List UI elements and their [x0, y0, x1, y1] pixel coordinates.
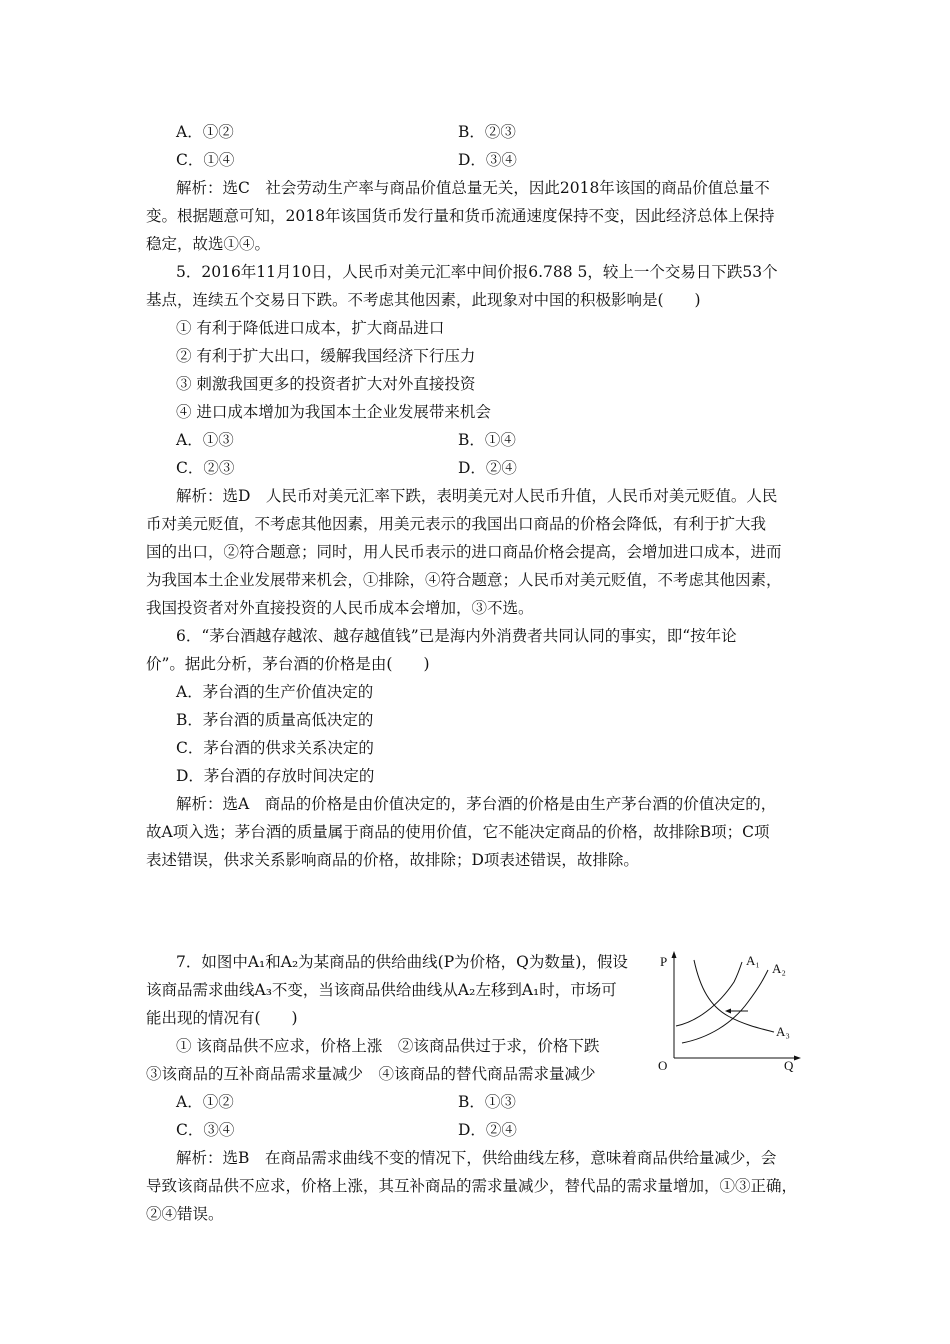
supply-curve-a2 [682, 970, 768, 1043]
shift-arrow-head [725, 1009, 731, 1014]
q5-stem-line: 5．2016年11月10日，人民币对美元汇率中间价报6.788 5，较上一个交易日下跌53个 [176, 263, 778, 281]
q5-option-d: D．②④ [458, 459, 517, 477]
label-a1: A₁ [746, 953, 760, 968]
q7-analysis-line: 解析：选B 在商品需求曲线不变的情况下，供给曲线左移，意味着商品供给量减少，会 [176, 1149, 777, 1167]
q4-analysis-line: 稳定，故选①④。 [146, 235, 271, 253]
q4-analysis-line: 解析：选C 社会劳动生产率与商品价值总量无关，因此2018年该国的商品价值总量不 [176, 179, 770, 197]
q4-option-d: D．③④ [458, 151, 517, 169]
q6-stem-line: 6．“茅台酒越存越浓、越存越值钱”已是海内外消费者共同认同的事实，即“按年论 [176, 627, 737, 645]
demand-curve-a3 [694, 960, 774, 1032]
q6-stem-line: 价”。据此分析，茅台酒的价格是由( ) [146, 655, 430, 673]
supply-demand-graph [652, 948, 802, 1072]
q5-item: ② 有利于扩大出口，缓解我国经济下行压力 [176, 347, 476, 365]
q5-item: ① 有利于降低进口成本，扩大商品进口 [176, 319, 445, 337]
axis-label-q: Q [784, 1058, 794, 1072]
q6-option-a: A．茅台酒的生产价值决定的 [176, 683, 374, 701]
q5-item: ④ 进口成本增加为我国本土企业发展带来机会 [176, 403, 491, 421]
q5-analysis-line: 解析：选D 人民币对美元汇率下跌，表明美元对人民币升值，人民币对美元贬值。人民 [176, 487, 778, 505]
q7-analysis-line: 导致该商品供不应求，价格上涨，其互补商品的需求量减少，替代品的需求量增加，①③正确， [146, 1177, 798, 1195]
q6-option-b: B．茅台酒的质量高低决定的 [176, 711, 374, 729]
x-axis-arrow [794, 1056, 801, 1061]
q7-stem-line: 7．如图中A₁和A₂为某商品的供给曲线(P为价格，Q为数量)，假设 [176, 953, 628, 971]
q4-option-c: C．①④ [176, 151, 235, 169]
q5-analysis-line: 币对美元贬值，不考虑其他因素，用美元表示的我国出口商品的价格会降低，有利于扩大我 [146, 515, 767, 533]
q7-analysis-line: ②④错误。 [146, 1205, 224, 1223]
q5-analysis-line: 为我国本土企业发展带来机会，①排除，④符合题意；人民币对美元贬值，不考虑其他因素， [146, 571, 782, 589]
q4-analysis-line: 变。根据题意可知，2018年该国货币发行量和货币流通速度保持不变，因此经济总体上保持 [146, 207, 775, 225]
q5-stem-line: 基点，连续五个交易日下跌。不考虑其他因素，此现象对中国的积极影响是( ) [146, 291, 701, 309]
y-axis-arrow [672, 951, 677, 958]
axis-label-p: P [660, 954, 668, 969]
label-a3: A₃ [776, 1024, 790, 1039]
q5-option-c: C．②③ [176, 459, 235, 477]
label-a2: A₂ [772, 961, 786, 976]
q5-item: ③ 刺激我国更多的投资者扩大对外直接投资 [176, 375, 476, 393]
q5-option-b: B．①④ [458, 431, 516, 449]
q6-analysis-line: 表述错误，供求关系影响商品的价格，故排除；D项表述错误，故排除。 [146, 851, 639, 869]
q6-analysis-line: 解析：选A 商品的价格是由价值决定的，茅台酒的价格是由生产茅台酒的价值决定的， [176, 795, 777, 813]
q6-option-d: D．茅台酒的存放时间决定的 [176, 767, 375, 785]
q5-analysis-line: 我国投资者对外直接投资的人民币成本会增加，③不选。 [146, 599, 534, 617]
q5-option-a: A．①③ [176, 431, 234, 449]
q4-option-b: B．②③ [458, 123, 516, 141]
q6-analysis-line: 故A项入选；茅台酒的质量属于商品的使用价值，它不能决定商品的价格，故排除B项；C项 [146, 823, 770, 841]
q7-option-d: D．②④ [458, 1121, 517, 1139]
q7-items-line: ① 该商品供不应求，价格上涨 ②该商品供过于求，价格下跌 [176, 1037, 600, 1055]
supply-curve-a1 [676, 962, 742, 1026]
q7-stem-line: 该商品需求曲线A₃不变，当该商品供给曲线从A₂左移到A₁时，市场可 [146, 981, 617, 999]
q7-option-c: C．③④ [176, 1121, 235, 1139]
q7-items-line: ③该商品的互补商品需求量减少 ④该商品的替代商品需求量减少 [146, 1065, 596, 1083]
q7-stem-line: 能出现的情况有( ) [146, 1009, 298, 1027]
q5-analysis-line: 国的出口，②符合题意；同时，用人民币表示的进口商品价格会提高，会增加进口成本，进而 [146, 543, 782, 561]
origin-label: O [658, 1058, 668, 1072]
q4-option-a: A．①② [176, 123, 234, 141]
q7-option-b: B．①③ [458, 1093, 516, 1111]
q6-option-c: C．茅台酒的供求关系决定的 [176, 739, 374, 757]
q7-option-a: A．①② [176, 1093, 234, 1111]
